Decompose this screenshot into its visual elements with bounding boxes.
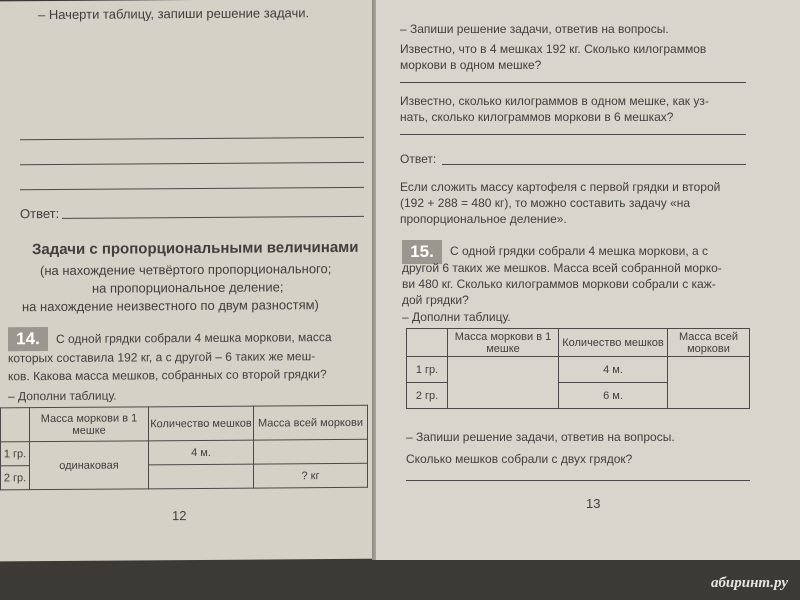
watermark: абиринт.ру — [710, 575, 788, 591]
answer-line — [62, 216, 364, 219]
left-page — [0, 0, 388, 561]
task-text-line: другой 6 таких же мешков. Масса всей собранной морко- — [402, 261, 722, 275]
data-table — [0, 405, 368, 491]
table-header: Количество мешков — [559, 329, 668, 357]
table-cell: 6 м. — [559, 383, 668, 409]
task-text-line: ви 480 кг. Сколько килограммов моркови собрали с каж- — [402, 277, 716, 291]
answer-line — [20, 187, 364, 190]
table-header: Масса моркови в 1 мешке — [30, 407, 149, 442]
table-corner — [407, 329, 448, 357]
page-number: 12 — [172, 508, 187, 524]
answer-line — [400, 82, 746, 83]
question-line: нать, сколько килограммов моркови в 6 мешках? — [400, 110, 674, 124]
answer-line — [20, 162, 364, 165]
row-label: 1 гр. — [1, 442, 30, 466]
task-text-line: С одной грядки собрали 4 мешка моркови, масса — [56, 330, 332, 346]
section-title: Задачи с пропорциональными величинами — [32, 238, 359, 259]
task-number-badge: 15. — [402, 240, 442, 264]
table-cell — [149, 464, 254, 489]
row-label: 2 гр. — [407, 383, 448, 409]
question-line: Известно, что в 4 мешках 192 кг. Сколько килограммов — [400, 42, 707, 56]
table-instruction: – Дополни таблицу. — [402, 310, 511, 324]
note-line: пропорциональное деление». — [400, 212, 567, 226]
table-cell: 4 м. — [149, 440, 254, 465]
row-label: 2 гр. — [1, 466, 30, 490]
right-page — [376, 0, 800, 560]
answer-line — [406, 480, 750, 481]
instruction: – Запиши решение задачи, ответив на вопросы. — [406, 430, 675, 444]
section-subtitle: на пропорциональное деление; — [92, 279, 284, 296]
task-text-line: ков. Какова масса мешков, собранных со второй грядки? — [8, 367, 327, 384]
table-cell — [448, 357, 559, 409]
task-text-line: дой грядки? — [402, 293, 469, 307]
answer-line — [442, 164, 746, 165]
table-header: Масса всей моркови — [254, 405, 368, 440]
page-number: 13 — [586, 496, 601, 511]
table-cell: ? кг — [254, 463, 368, 488]
table-cell — [668, 357, 750, 409]
table-header: Масса всей моркови — [668, 329, 750, 357]
top-instruction: – Начерти таблицу, запиши решение задачи. — [38, 5, 310, 23]
data-table — [406, 328, 750, 409]
table-cell: одинаковая — [30, 441, 149, 490]
row-label: 1 гр. — [407, 357, 448, 383]
task-text-line: которых составила 192 кг, а с другой – 6 таких же меш- — [8, 349, 316, 366]
question-line: Известно, сколько килограммов в одном мешке, как уз- — [400, 94, 709, 108]
note-line: (192 + 288 = 480 кг), то можно составить задачу «на — [400, 196, 691, 210]
note-line: Если сложить массу картофеля с первой грядки и второй — [400, 180, 721, 194]
section-subtitle: на нахождение неизвестного по двум разностям) — [22, 297, 319, 315]
table-instruction: – Дополни таблицу. — [8, 388, 117, 404]
table-header: Масса моркови в 1 мешке — [448, 329, 559, 357]
answer-label: Ответ: — [20, 205, 60, 222]
question-line: моркови в одном мешке? — [400, 58, 542, 72]
table-header: Количество мешков — [149, 406, 254, 441]
answer-label: Ответ: — [400, 152, 437, 166]
answer-line — [20, 137, 364, 140]
task-number-badge: 14. — [8, 327, 48, 351]
table-cell: 4 м. — [559, 357, 668, 383]
instruction: – Запиши решение задачи, ответив на вопросы. — [400, 22, 669, 36]
section-subtitle: (на нахождение четвёртого пропорционального; — [40, 261, 332, 279]
table-corner — [1, 408, 30, 442]
task-text-line: С одной грядки собрали 4 мешка моркови, а с — [450, 244, 709, 258]
question-line: Сколько мешков собрали с двух грядок? — [406, 452, 633, 466]
answer-line — [400, 134, 746, 135]
table-cell — [254, 439, 368, 464]
